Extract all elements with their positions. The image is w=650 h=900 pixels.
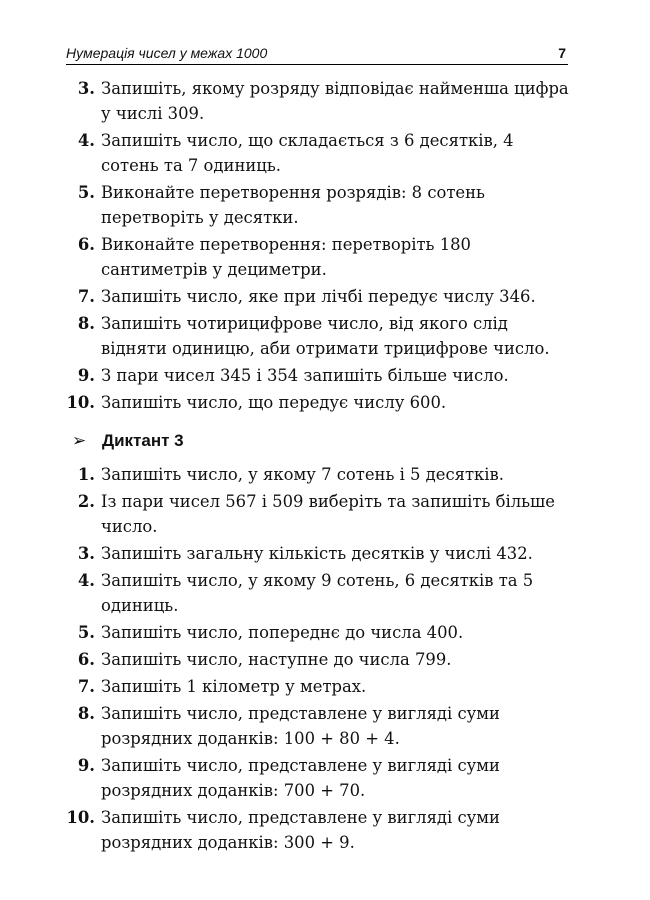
list-item: [0, 180, 650, 230]
item-text: Запишіть число, яке при лічбі передує числу 346.: [101, 287, 536, 306]
item-text: Запишіть число, що складається з 6 десятків, 4 сотень та 7 одиниць.: [101, 131, 514, 175]
item-number: 9.: [77, 756, 95, 775]
item-number: 5.: [77, 183, 95, 202]
list-item: [0, 674, 650, 699]
item-text: Виконайте перетворення розрядів: 8 сотень перетворіть у десятки.: [101, 183, 485, 227]
item-text: Запишіть число, представлене у вигляді суми розрядних доданків: 100 + 80 + 4.: [101, 704, 500, 748]
list-item: [0, 647, 650, 672]
list-item: [0, 805, 650, 855]
item-number: 3.: [77, 79, 95, 98]
list-item: [0, 232, 650, 282]
item-number: 6.: [77, 235, 95, 254]
list-item: [0, 489, 650, 539]
item-number: 5.: [77, 623, 95, 642]
item-number: 3.: [77, 544, 95, 563]
item-text: Запишіть число, наступне до числа 799.: [101, 650, 452, 669]
item-text: Запишіть число, попереднє до числа 400.: [101, 623, 464, 642]
list-item: [0, 311, 650, 361]
item-text: Із пари чисел 567 і 509 виберіть та запишіть більше число.: [101, 492, 555, 536]
item-number: 8.: [77, 314, 95, 333]
item-text: Запишіть число, що передує числу 600.: [101, 393, 447, 412]
item-text: Запишіть число, представлене у вигляді суми розрядних доданків: 300 + 9.: [101, 808, 500, 852]
section-title: Диктант 3: [102, 431, 184, 450]
list-item: [0, 753, 650, 803]
item-text: Виконайте перетворення: перетворіть 180 сантиметрів у дециметри.: [101, 235, 471, 279]
arrow-bullet-icon: ➢: [72, 431, 87, 450]
item-number: 7.: [77, 677, 95, 696]
list-item: [0, 620, 650, 645]
item-text: Запишіть чотирицифрове число, від якого слід відняти одиницю, аби отримати трицифрове число.: [101, 314, 550, 358]
item-text: Запишіть 1 кілометр у метрах.: [101, 677, 367, 696]
item-number: 9.: [77, 366, 95, 385]
list-item: [0, 541, 650, 566]
item-text: Запишіть загальну кількість десятків у числі 432.: [101, 544, 533, 563]
list-item: [0, 701, 650, 751]
list-item: [0, 128, 650, 178]
list-item: [0, 390, 650, 415]
list-item: [0, 76, 650, 126]
list-item: [0, 462, 650, 487]
item-text: З пари чисел 345 і 354 запишіть більше число.: [101, 366, 509, 385]
item-number: 4.: [77, 571, 95, 590]
item-text: Запишіть число, у якому 9 сотень, 6 десятків та 5 одиниць.: [101, 571, 534, 615]
item-text: Запишіть число, у якому 7 сотень і 5 десятків.: [101, 465, 504, 484]
item-number: 8.: [77, 704, 95, 723]
running-header: [66, 42, 568, 65]
exercise-list-2: [0, 462, 650, 857]
item-number: 7.: [77, 287, 95, 306]
page-number: 7: [558, 45, 566, 61]
list-item: [0, 284, 650, 309]
section-heading-dictation-3: [72, 428, 184, 453]
list-item: [0, 363, 650, 388]
item-text: Запишіть, якому розряду відповідає найменша цифра у числі 309.: [101, 79, 569, 123]
item-number: 10.: [66, 808, 95, 827]
item-number: 10.: [66, 393, 95, 412]
item-number: 2.: [77, 492, 95, 511]
item-number: 6.: [77, 650, 95, 669]
item-number: 4.: [77, 131, 95, 150]
item-number: 1.: [77, 465, 95, 484]
list-item: [0, 568, 650, 618]
item-text: Запишіть число, представлене у вигляді суми розрядних доданків: 700 + 70.: [101, 756, 500, 800]
chapter-title: Нумерація чисел у межах 1000: [66, 45, 268, 61]
exercise-list-1: [0, 76, 650, 417]
